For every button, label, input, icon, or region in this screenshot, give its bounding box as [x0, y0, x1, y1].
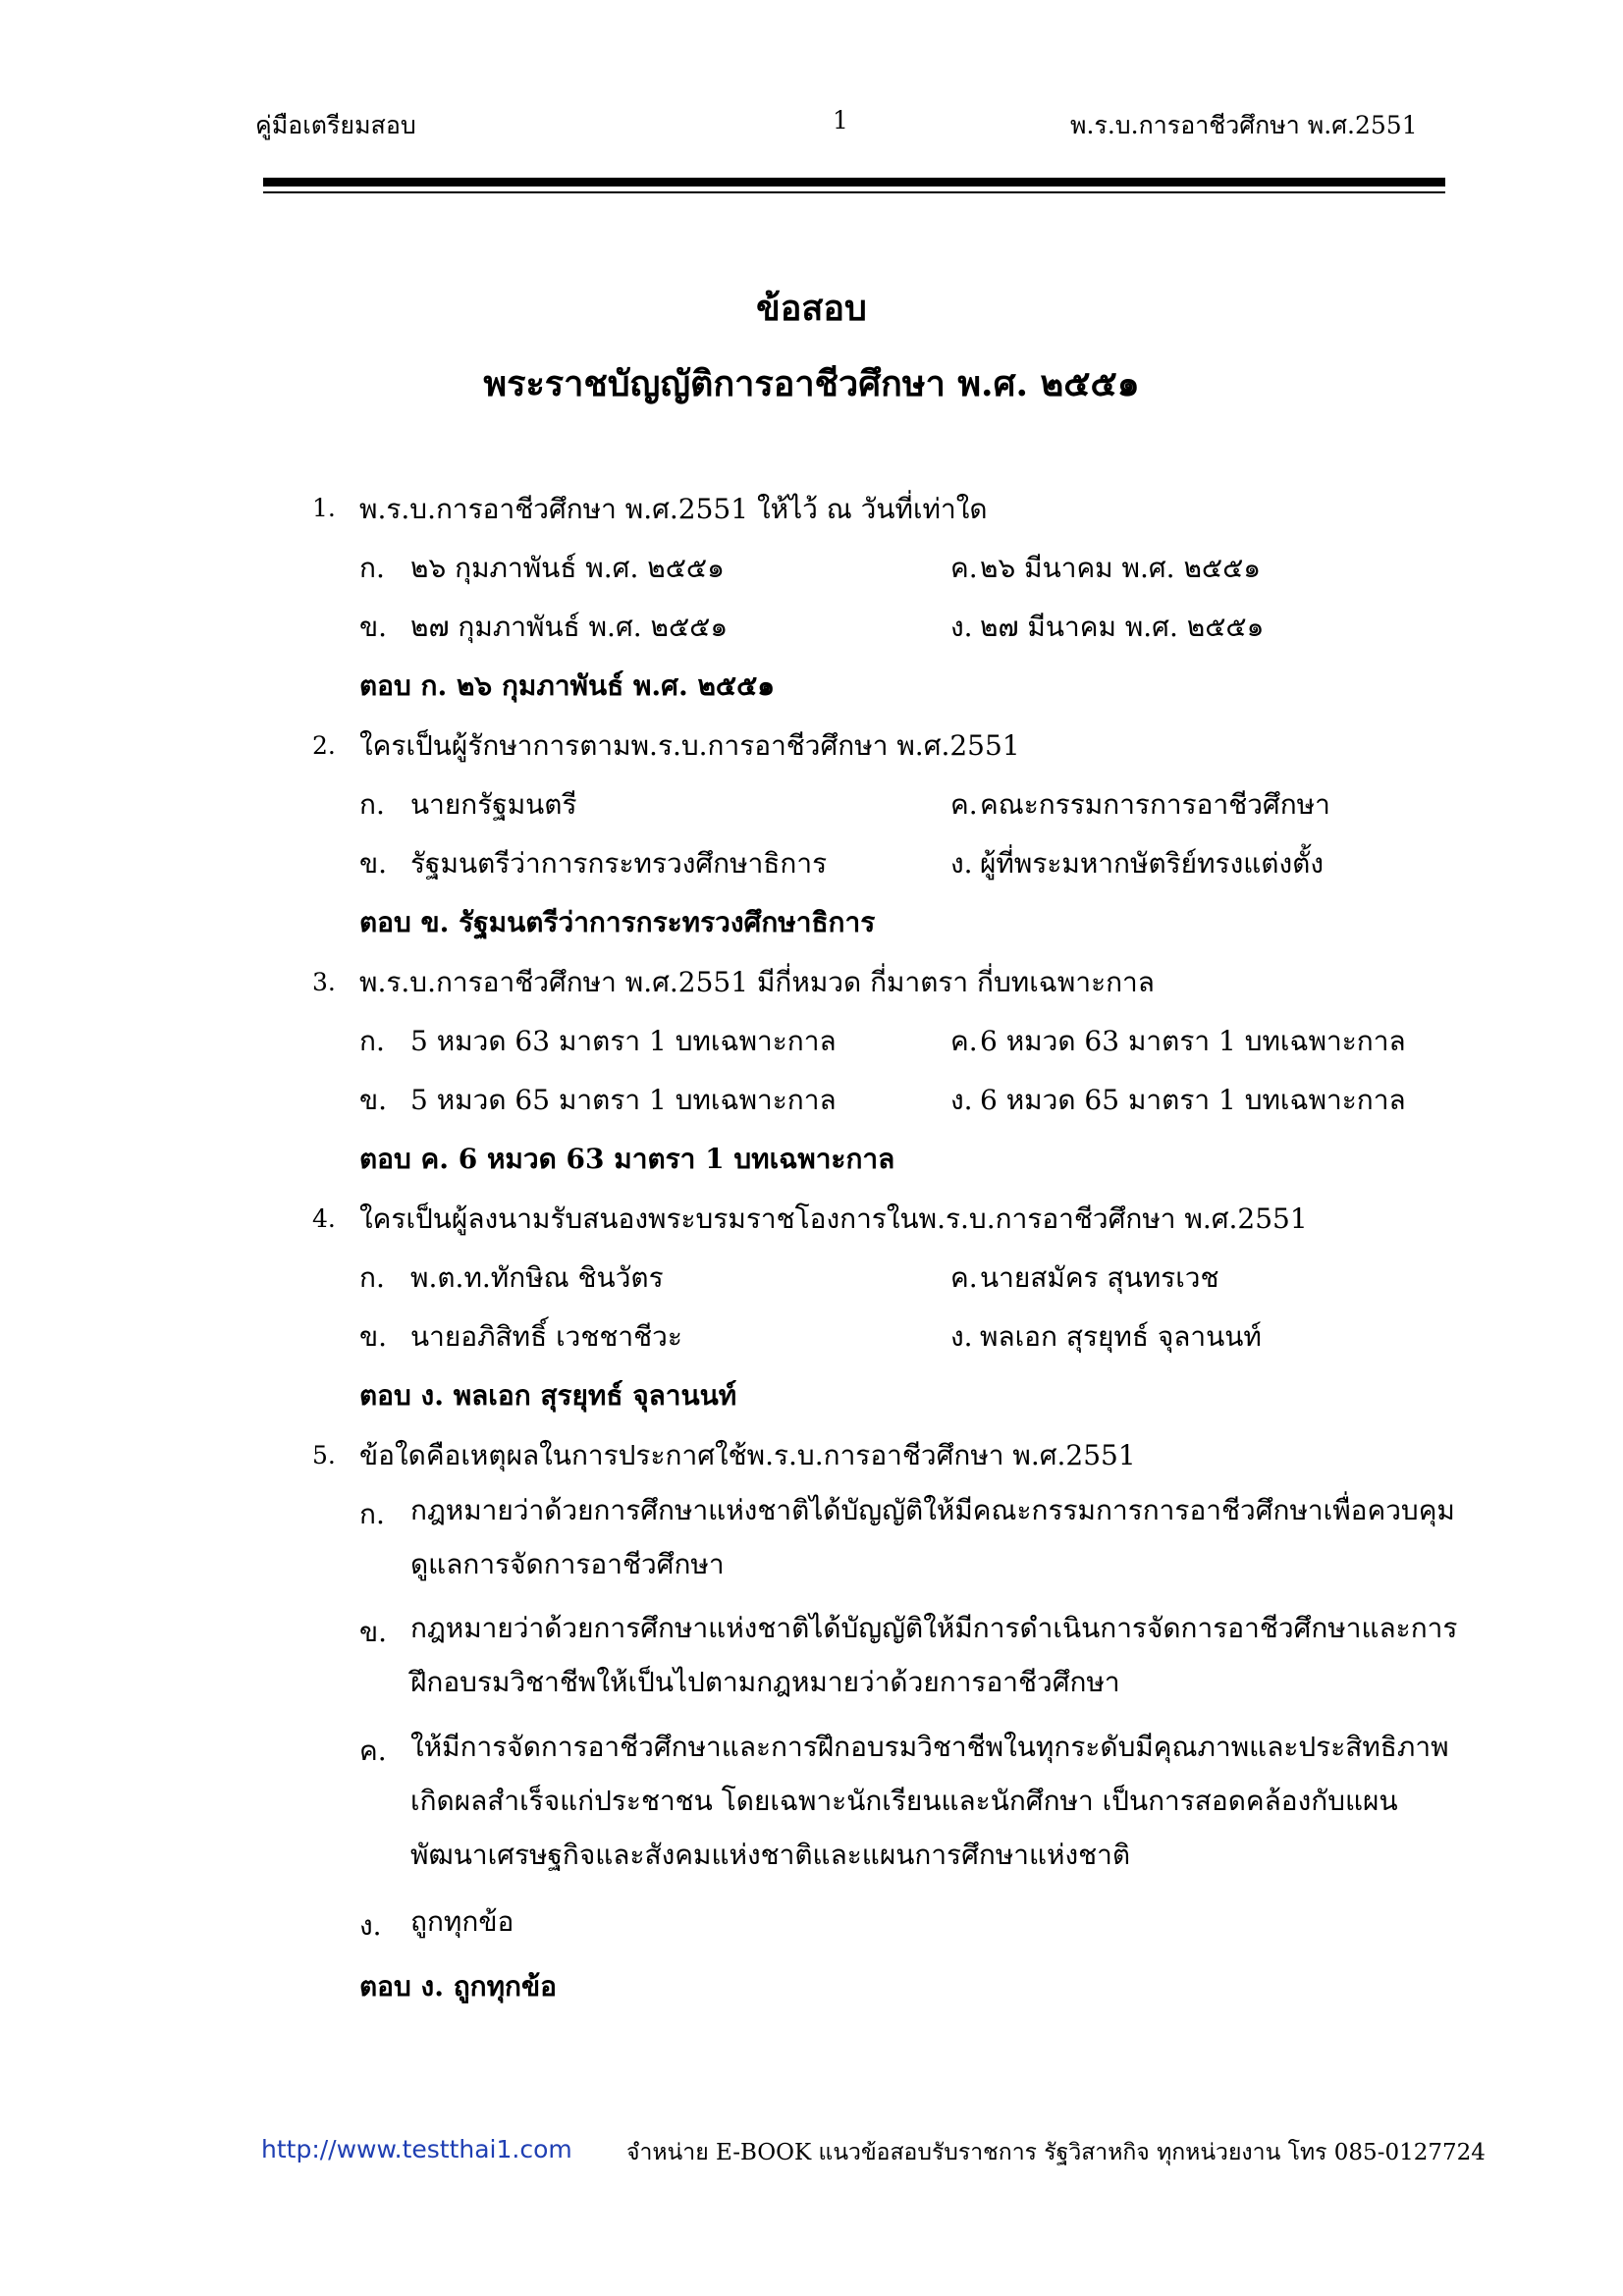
choice-letter: ค.: [950, 1261, 978, 1294]
choice-text: 5 หมวด 63 มาตรา 1 บทเฉพาะกาล: [410, 1025, 837, 1057]
choice-d: [950, 1315, 1262, 1359]
choice-a: [359, 1020, 837, 1063]
choice-b: [359, 1315, 682, 1359]
choice-b: [359, 842, 827, 885]
choice-letter: ก.: [359, 552, 385, 584]
question-text: ข้อใดคือเหตุผลในการประกาศใช้พ.ร.บ.การอาชีวศึกษา พ.ศ.2551: [359, 1439, 1136, 1471]
page-title: ข้อสอบ: [756, 288, 867, 329]
choice-a: [359, 783, 577, 827]
header-left-text: คู่มือเตรียมสอบ: [255, 111, 416, 139]
answer-text: ตอบ ง. ถูกทุกข้อ: [359, 1970, 557, 2002]
question-text: พ.ร.บ.การอาชีวศึกษา พ.ศ.2551 ให้ไว้ ณ วันที่เท่าใด: [359, 493, 988, 525]
choice-letter: ง.: [950, 1084, 973, 1116]
choice-d: [950, 842, 1324, 885]
choice-letter: ค.: [950, 788, 978, 821]
header-rule-thick: [263, 178, 1445, 187]
choice-text: ๒๗ กุมภาพันธ์ พ.ศ. ๒๕๕๑: [410, 611, 729, 643]
answer-text: ตอบ ข. รัฐมนตรีว่าการกระทรวงศึกษาธิการ: [359, 906, 876, 938]
choice-letter: ข.: [359, 1084, 388, 1116]
choice-letter: ข.: [359, 1616, 388, 1648]
footer-text: จำหน่าย E-BOOK แนวข้อสอบรับราชการ รัฐวิสาหกิจ ทุกหน่วยงาน โทร 085-0127724: [626, 2140, 1486, 2165]
choice-letter: ค.: [950, 552, 978, 584]
choice-letter: ค.: [359, 1735, 387, 1767]
choice-text: รัฐมนตรีว่าการกระทรวงศึกษาธิการ: [410, 847, 828, 880]
choice-text: นายสมัคร สุนทรเวช: [980, 1261, 1219, 1294]
choice-text: ผู้ที่พระมหากษัตริย์ทรงแต่งตั้ง: [980, 847, 1324, 880]
choice-letter: ข.: [359, 1320, 388, 1353]
choice-b: [359, 1079, 837, 1122]
choice-b: [359, 606, 728, 649]
footer-link[interactable]: http://www.testthai1.com: [261, 2135, 572, 2163]
choice-letter: ข.: [359, 847, 388, 880]
choice-a: [359, 547, 725, 590]
choice-c: [950, 547, 1261, 590]
question-number: 1.: [312, 494, 336, 522]
choice-letter: ค.: [950, 1025, 978, 1057]
answer-text: ตอบ ค. 6 หมวด 63 มาตรา 1 บทเฉพาะกาล: [359, 1143, 895, 1175]
choice-letter: ก.: [359, 788, 385, 821]
choice-c-text: ให้มีการจัดการอาชีวศึกษาและการฝึกอบรมวิชาชีพในทุกระดับมีคุณภาพและประสิทธิภาพเกิดผลสำเร็จแก่ประชาชน โดยเฉพาะนักเรียนและนักศึกษา เป็นการสอดคล้องกับแผนพัฒนาเศรษฐกิจและสังคมแห่งชาติและแผนการศึกษาแห่งชาติ: [410, 1731, 1449, 1871]
answer-text: ตอบ ง. พลเอก สุรยุทธ์ จุลานนท์: [359, 1379, 737, 1412]
question-text: ใครเป็นผู้รักษาการตามพ.ร.บ.การอาชีวศึกษา พ.ศ.2551: [359, 729, 1020, 762]
choice-c: [950, 783, 1330, 827]
question-number: 5.: [312, 1441, 336, 1469]
question-number: 4.: [312, 1204, 336, 1233]
choice-d: [950, 1079, 1406, 1122]
choice-letter: ง.: [359, 1909, 382, 1942]
question-text: ใครเป็นผู้ลงนามรับสนองพระบรมราชโองการในพ.ร.บ.การอาชีวศึกษา พ.ศ.2551: [359, 1202, 1308, 1235]
choice-c: [950, 1020, 1406, 1063]
choice-text: พลเอก สุรยุทธ์ จุลานนท์: [980, 1320, 1262, 1353]
choice-text: นายอภิสิทธิ์ เวชชาชีวะ: [410, 1320, 682, 1353]
page-number: 1: [833, 106, 848, 134]
choice-text: 6 หมวด 65 มาตรา 1 บทเฉพาะกาล: [980, 1084, 1406, 1116]
choice-b-text: กฎหมายว่าด้วยการศึกษาแห่งชาติได้บัญญัติให้มีการดำเนินการจัดการอาชีวศึกษาและการฝึกอบรมวิชาชีพให้เป็นไปตามกฎหมายว่าด้วยการอาชีวศึกษา: [410, 1612, 1458, 1698]
choice-d: [950, 606, 1264, 649]
answer-text: ตอบ ก. ๒๖ กุมภาพันธ์ พ.ศ. ๒๕๕๑: [359, 669, 776, 702]
choice-letter: ข.: [359, 611, 388, 643]
choice-text: 6 หมวด 63 มาตรา 1 บทเฉพาะกาล: [980, 1025, 1406, 1057]
page-subtitle: พระราชบัญญัติการอาชีวศึกษา พ.ศ. ๒๕๕๑: [483, 363, 1140, 404]
choice-text: นายกรัฐมนตรี: [410, 788, 577, 821]
choice-letter: ก.: [359, 1261, 385, 1294]
choice-text: 5 หมวด 65 มาตรา 1 บทเฉพาะกาล: [410, 1084, 837, 1116]
choice-a: [359, 1256, 664, 1300]
choice-d-text: ถูกทุกข้อ: [410, 1905, 514, 1938]
header-right-text: พ.ร.บ.การอาชีวศึกษา พ.ศ.2551: [1070, 111, 1418, 139]
choice-text: พ.ต.ท.ทักษิณ ชินวัตร: [410, 1261, 664, 1294]
choice-letter: ง.: [950, 847, 973, 880]
choice-letter: ก.: [359, 1498, 385, 1530]
choice-a-text: กฎหมายว่าด้วยการศึกษาแห่งชาติได้บัญญัติให้มีคณะกรรมการการอาชีวศึกษาเพื่อควบคุมดูแลการจัดการอาชีวศึกษา: [410, 1494, 1455, 1580]
choice-letter: ง.: [950, 1320, 973, 1353]
question-number: 3.: [312, 968, 336, 996]
choice-text: ๒๗ มีนาคม พ.ศ. ๒๕๕๑: [980, 611, 1265, 643]
choice-text: ๒๖ กุมภาพันธ์ พ.ศ. ๒๕๕๑: [410, 552, 725, 584]
header-rule-thin: [263, 191, 1445, 193]
choice-text: ๒๖ มีนาคม พ.ศ. ๒๕๕๑: [980, 552, 1262, 584]
question-number: 2.: [312, 731, 336, 760]
question-text: พ.ร.บ.การอาชีวศึกษา พ.ศ.2551 มีกี่หมวด กี่มาตรา กี่บทเฉพาะกาล: [359, 966, 1155, 998]
choice-letter: ก.: [359, 1025, 385, 1057]
choice-letter: ง.: [950, 611, 973, 643]
choice-text: คณะกรรมการการอาชีวศึกษา: [980, 788, 1330, 821]
choice-c: [950, 1256, 1219, 1300]
